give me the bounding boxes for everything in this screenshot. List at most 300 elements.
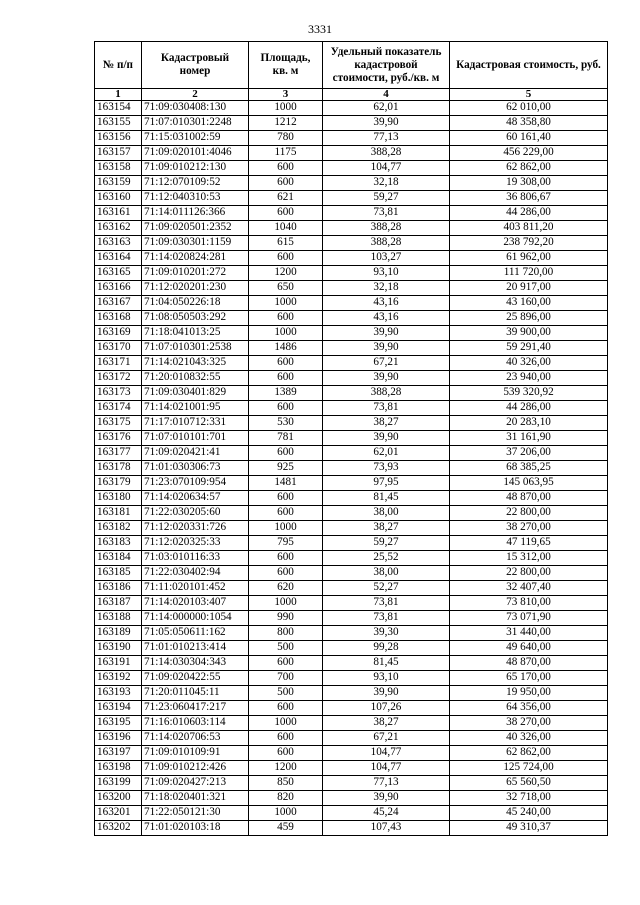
cell-cadastral-number: 71:09:010109:91 [142,746,249,761]
cell-cadastral-value: 145 063,95 [450,476,608,491]
table-row [95,581,608,596]
table-row [95,701,608,716]
cell-row-number: 163199 [95,776,142,791]
cell-cadastral-number: 71:14:011126:366 [142,206,249,221]
cell-specific-value: 104,77 [323,161,450,176]
cell-cadastral-value: 43 160,00 [450,296,608,311]
cell-cadastral-number: 71:14:021043:325 [142,356,249,371]
cell-row-number: 163168 [95,311,142,326]
cell-cadastral-value: 39 900,00 [450,326,608,341]
cell-cadastral-value: 125 724,00 [450,761,608,776]
cell-cadastral-number: 71:22:030205:60 [142,506,249,521]
cell-area: 530 [249,416,323,431]
cell-row-number: 163195 [95,716,142,731]
cell-cadastral-value: 19 950,00 [450,686,608,701]
table-row [95,251,608,266]
cell-row-number: 163192 [95,671,142,686]
column-number: 1 [95,89,142,101]
cell-cadastral-value: 36 806,67 [450,191,608,206]
cell-row-number: 163181 [95,506,142,521]
cell-area: 600 [249,506,323,521]
cell-row-number: 163177 [95,446,142,461]
cell-row-number: 163163 [95,236,142,251]
cell-cadastral-value: 403 811,20 [450,221,608,236]
cell-cadastral-number: 71:12:040310:53 [142,191,249,206]
cell-cadastral-number: 71:18:041013:25 [142,326,249,341]
cell-cadastral-number: 71:12:070109:52 [142,176,249,191]
cell-specific-value: 73,81 [323,401,450,416]
cell-specific-value: 97,95 [323,476,450,491]
cell-area: 925 [249,461,323,476]
cell-cadastral-number: 71:09:020101:4046 [142,146,249,161]
cell-cadastral-value: 25 896,00 [450,311,608,326]
cell-row-number: 163194 [95,701,142,716]
table-row [95,296,608,311]
cell-cadastral-number: 71:01:030306:73 [142,461,249,476]
table-row [95,416,608,431]
cell-row-number: 163166 [95,281,142,296]
header-cadastral-value: Кадастровая стоимость, руб. [450,42,608,89]
column-number: 5 [450,89,608,101]
cell-row-number: 163190 [95,641,142,656]
cell-area: 1000 [249,521,323,536]
cell-specific-value: 103,27 [323,251,450,266]
cell-cadastral-number: 71:01:010213:414 [142,641,249,656]
cell-cadastral-number: 71:09:020421:41 [142,446,249,461]
table-row [95,461,608,476]
cell-cadastral-number: 71:07:010101:701 [142,431,249,446]
cell-specific-value: 388,28 [323,386,450,401]
cell-row-number: 163189 [95,626,142,641]
cell-cadastral-value: 61 962,00 [450,251,608,266]
cell-cadastral-number: 71:11:020101:452 [142,581,249,596]
cell-cadastral-value: 62 862,00 [450,746,608,761]
cell-row-number: 163175 [95,416,142,431]
cell-cadastral-value: 65 170,00 [450,671,608,686]
cell-row-number: 163184 [95,551,142,566]
cell-area: 1200 [249,266,323,281]
cell-row-number: 163172 [95,371,142,386]
table-row [95,281,608,296]
cell-area: 1000 [249,806,323,821]
cell-area: 1200 [249,761,323,776]
cell-area: 600 [249,206,323,221]
cell-cadastral-value: 44 286,00 [450,401,608,416]
cell-area: 600 [249,161,323,176]
cell-specific-value: 99,28 [323,641,450,656]
cell-specific-value: 107,26 [323,701,450,716]
cell-area: 600 [249,746,323,761]
cell-cadastral-value: 22 800,00 [450,566,608,581]
cell-cadastral-number: 71:12:020325:33 [142,536,249,551]
cell-row-number: 163176 [95,431,142,446]
page-number: 3331 [308,22,332,36]
cell-cadastral-value: 31 161,90 [450,431,608,446]
cell-area: 615 [249,236,323,251]
column-number: 2 [142,89,249,101]
cell-area: 1000 [249,296,323,311]
cell-area: 600 [249,401,323,416]
cell-area: 620 [249,581,323,596]
header-specific-value: Удельный показатель кадастровой стоимости, руб./кв. м [323,42,450,89]
cell-cadastral-value: 44 286,00 [450,206,608,221]
cell-cadastral-value: 38 270,00 [450,716,608,731]
cell-specific-value: 38,27 [323,521,450,536]
cell-area: 600 [249,311,323,326]
cell-cadastral-number: 71:09:020427:213 [142,776,249,791]
cell-specific-value: 32,18 [323,281,450,296]
table-row [95,446,608,461]
table-row [95,506,608,521]
cell-cadastral-value: 48 870,00 [450,656,608,671]
table-row [95,716,608,731]
cell-row-number: 163178 [95,461,142,476]
cell-area: 1000 [249,716,323,731]
cell-cadastral-value: 65 560,50 [450,776,608,791]
table-row [95,791,608,806]
cell-area: 600 [249,356,323,371]
header-cadastral-number: Кадастровый номер [142,42,249,89]
cell-row-number: 163161 [95,206,142,221]
cell-area: 1389 [249,386,323,401]
cell-cadastral-value: 47 119,65 [450,536,608,551]
cell-row-number: 163200 [95,791,142,806]
cell-specific-value: 43,16 [323,311,450,326]
cell-row-number: 163165 [95,266,142,281]
cell-specific-value: 388,28 [323,236,450,251]
cell-row-number: 163157 [95,146,142,161]
cell-row-number: 163169 [95,326,142,341]
cell-cadastral-value: 62 862,00 [450,161,608,176]
cell-area: 780 [249,131,323,146]
table-row [95,311,608,326]
table-row [95,746,608,761]
cell-area: 600 [249,446,323,461]
cell-area: 600 [249,731,323,746]
table-row [95,611,608,626]
cell-cadastral-value: 111 720,00 [450,266,608,281]
table-row [95,776,608,791]
cell-cadastral-number: 71:17:010712:331 [142,416,249,431]
cell-cadastral-value: 40 326,00 [450,731,608,746]
cell-cadastral-number: 71:16:010603:114 [142,716,249,731]
table-row [95,326,608,341]
cell-area: 820 [249,791,323,806]
cell-area: 600 [249,566,323,581]
cell-row-number: 163186 [95,581,142,596]
cell-cadastral-value: 456 229,00 [450,146,608,161]
cell-area: 800 [249,626,323,641]
cell-cadastral-value: 20 283,10 [450,416,608,431]
cell-row-number: 163180 [95,491,142,506]
cell-specific-value: 38,00 [323,506,450,521]
cell-specific-value: 67,21 [323,731,450,746]
table-row [95,656,608,671]
table-row [95,521,608,536]
table-row [95,551,608,566]
cell-area: 600 [249,656,323,671]
cell-row-number: 163154 [95,101,142,116]
cell-cadastral-number: 71:09:030401:829 [142,386,249,401]
cell-row-number: 163202 [95,821,142,836]
table-row [95,536,608,551]
cell-specific-value: 81,45 [323,656,450,671]
table-row [95,806,608,821]
cell-row-number: 163183 [95,536,142,551]
cell-area: 621 [249,191,323,206]
cell-cadastral-value: 23 940,00 [450,371,608,386]
cell-specific-value: 38,00 [323,566,450,581]
cell-cadastral-value: 38 270,00 [450,521,608,536]
cell-cadastral-number: 71:09:020422:55 [142,671,249,686]
cell-area: 500 [249,686,323,701]
cell-cadastral-number: 71:09:020501:2352 [142,221,249,236]
cell-specific-value: 73,93 [323,461,450,476]
cell-cadastral-number: 71:22:050121:30 [142,806,249,821]
cell-cadastral-number: 71:09:010212:426 [142,761,249,776]
cell-cadastral-value: 73 071,90 [450,611,608,626]
cell-specific-value: 38,27 [323,416,450,431]
cell-specific-value: 32,18 [323,176,450,191]
cell-area: 600 [249,701,323,716]
cell-cadastral-number: 71:20:011045:11 [142,686,249,701]
cadastral-value-table [94,41,608,836]
cell-specific-value: 39,90 [323,326,450,341]
table-row [95,821,608,836]
table-row [95,116,608,131]
cell-cadastral-value: 73 810,00 [450,596,608,611]
cell-cadastral-value: 68 385,25 [450,461,608,476]
cell-area: 500 [249,641,323,656]
cell-row-number: 163171 [95,356,142,371]
table-row [95,566,608,581]
cell-specific-value: 104,77 [323,761,450,776]
cell-row-number: 163197 [95,746,142,761]
cell-row-number: 163188 [95,611,142,626]
cell-row-number: 163191 [95,656,142,671]
cell-cadastral-number: 71:14:000000:1054 [142,611,249,626]
cell-row-number: 163201 [95,806,142,821]
cell-specific-value: 73,81 [323,206,450,221]
cell-cadastral-value: 64 356,00 [450,701,608,716]
table-row [95,356,608,371]
cell-specific-value: 39,30 [323,626,450,641]
cell-row-number: 163185 [95,566,142,581]
header-row-number: № п/п [95,42,142,89]
cell-cadastral-value: 22 800,00 [450,506,608,521]
cell-area: 1000 [249,596,323,611]
cell-cadastral-value: 49 640,00 [450,641,608,656]
cell-specific-value: 62,01 [323,101,450,116]
cell-area: 1175 [249,146,323,161]
cell-specific-value: 73,81 [323,596,450,611]
cell-specific-value: 59,27 [323,536,450,551]
column-number: 3 [249,89,323,101]
cell-cadastral-value: 31 440,00 [450,626,608,641]
cell-cadastral-number: 71:14:020706:53 [142,731,249,746]
header-area: Площадь, кв. м [249,42,323,89]
cell-specific-value: 62,01 [323,446,450,461]
cell-cadastral-value: 49 310,37 [450,821,608,836]
cell-specific-value: 107,43 [323,821,450,836]
cell-cadastral-number: 71:23:060417:217 [142,701,249,716]
cell-cadastral-value: 45 240,00 [450,806,608,821]
cell-area: 600 [249,251,323,266]
cell-specific-value: 93,10 [323,671,450,686]
cell-area: 600 [249,176,323,191]
cell-cadastral-number: 71:07:010301:2248 [142,116,249,131]
table-body [95,101,608,836]
table-row [95,386,608,401]
table-row [95,626,608,641]
cell-row-number: 163187 [95,596,142,611]
cell-area: 700 [249,671,323,686]
cell-cadastral-number: 71:01:020103:18 [142,821,249,836]
cell-cadastral-number: 71:07:010301:2538 [142,341,249,356]
cell-specific-value: 81,45 [323,491,450,506]
table-row [95,161,608,176]
cell-area: 459 [249,821,323,836]
cell-area: 600 [249,491,323,506]
cell-cadastral-number: 71:03:010116:33 [142,551,249,566]
cell-specific-value: 43,16 [323,296,450,311]
table-row [95,761,608,776]
cell-row-number: 163158 [95,161,142,176]
cell-specific-value: 77,13 [323,131,450,146]
cell-cadastral-value: 238 792,20 [450,236,608,251]
table-row [95,206,608,221]
cell-row-number: 163156 [95,131,142,146]
table-row [95,176,608,191]
table-row [95,266,608,281]
table-row [95,101,608,116]
cell-cadastral-value: 19 308,00 [450,176,608,191]
cell-row-number: 163167 [95,296,142,311]
cell-cadastral-number: 71:22:030402:94 [142,566,249,581]
table-row [95,146,608,161]
cell-specific-value: 39,90 [323,431,450,446]
cell-row-number: 163164 [95,251,142,266]
table-row [95,686,608,701]
cell-cadastral-number: 71:09:030301:1159 [142,236,249,251]
cell-cadastral-value: 40 326,00 [450,356,608,371]
cell-row-number: 163179 [95,476,142,491]
table-row [95,431,608,446]
cell-cadastral-number: 71:09:030408:130 [142,101,249,116]
cell-row-number: 163174 [95,401,142,416]
cell-cadastral-number: 71:12:020331:726 [142,521,249,536]
cell-cadastral-value: 48 870,00 [450,491,608,506]
cell-area: 1000 [249,326,323,341]
cell-cadastral-number: 71:12:020201:230 [142,281,249,296]
cell-cadastral-value: 60 161,40 [450,131,608,146]
cell-specific-value: 39,90 [323,341,450,356]
cell-specific-value: 38,27 [323,716,450,731]
cell-row-number: 163196 [95,731,142,746]
table-row [95,596,608,611]
cell-specific-value: 39,90 [323,686,450,701]
cell-specific-value: 388,28 [323,146,450,161]
cell-specific-value: 59,27 [323,191,450,206]
table-row [95,191,608,206]
cell-specific-value: 73,81 [323,611,450,626]
cell-row-number: 163160 [95,191,142,206]
cell-row-number: 163173 [95,386,142,401]
header-row [95,42,608,89]
cell-row-number: 163198 [95,761,142,776]
cell-area: 1000 [249,101,323,116]
cell-area: 1212 [249,116,323,131]
cell-specific-value: 93,10 [323,266,450,281]
table-row [95,641,608,656]
cell-specific-value: 77,13 [323,776,450,791]
cell-area: 850 [249,776,323,791]
cell-cadastral-value: 20 917,00 [450,281,608,296]
cell-area: 795 [249,536,323,551]
table-row [95,401,608,416]
cell-area: 990 [249,611,323,626]
cell-specific-value: 67,21 [323,356,450,371]
cell-cadastral-number: 71:15:031002:59 [142,131,249,146]
cell-area: 781 [249,431,323,446]
column-number-row [95,89,608,101]
cell-specific-value: 52,27 [323,581,450,596]
table-row [95,341,608,356]
cell-area: 600 [249,371,323,386]
cell-row-number: 163193 [95,686,142,701]
cell-row-number: 163170 [95,341,142,356]
cell-cadastral-number: 71:14:021001:95 [142,401,249,416]
cell-cadastral-number: 71:23:070109:954 [142,476,249,491]
cell-cadastral-number: 71:05:050611:162 [142,626,249,641]
cell-cadastral-value: 539 320,92 [450,386,608,401]
cell-area: 1486 [249,341,323,356]
cell-row-number: 163182 [95,521,142,536]
cell-area: 1040 [249,221,323,236]
cell-row-number: 163155 [95,116,142,131]
cell-cadastral-value: 48 358,80 [450,116,608,131]
cell-specific-value: 39,90 [323,371,450,386]
cell-area: 600 [249,551,323,566]
cell-cadastral-number: 71:14:020103:407 [142,596,249,611]
cell-cadastral-value: 15 312,00 [450,551,608,566]
cell-row-number: 163159 [95,176,142,191]
table-row [95,221,608,236]
cell-specific-value: 45,24 [323,806,450,821]
table-row [95,671,608,686]
table-row [95,236,608,251]
cell-cadastral-value: 32 407,40 [450,581,608,596]
cell-cadastral-number: 71:08:050503:292 [142,311,249,326]
cell-cadastral-number: 71:09:010201:272 [142,266,249,281]
cell-cadastral-number: 71:14:020824:281 [142,251,249,266]
cell-cadastral-number: 71:14:020634:57 [142,491,249,506]
cell-specific-value: 388,28 [323,221,450,236]
cell-specific-value: 25,52 [323,551,450,566]
cell-cadastral-number: 71:09:010212:130 [142,161,249,176]
table-row [95,371,608,386]
cell-cadastral-number: 71:20:010832:55 [142,371,249,386]
cell-specific-value: 39,90 [323,791,450,806]
cell-cadastral-value: 62 010,00 [450,101,608,116]
cell-specific-value: 39,90 [323,116,450,131]
cell-row-number: 163162 [95,221,142,236]
cell-specific-value: 104,77 [323,746,450,761]
cell-cadastral-number: 71:18:020401:321 [142,791,249,806]
cell-cadastral-value: 37 206,00 [450,446,608,461]
cell-area: 650 [249,281,323,296]
cell-area: 1481 [249,476,323,491]
